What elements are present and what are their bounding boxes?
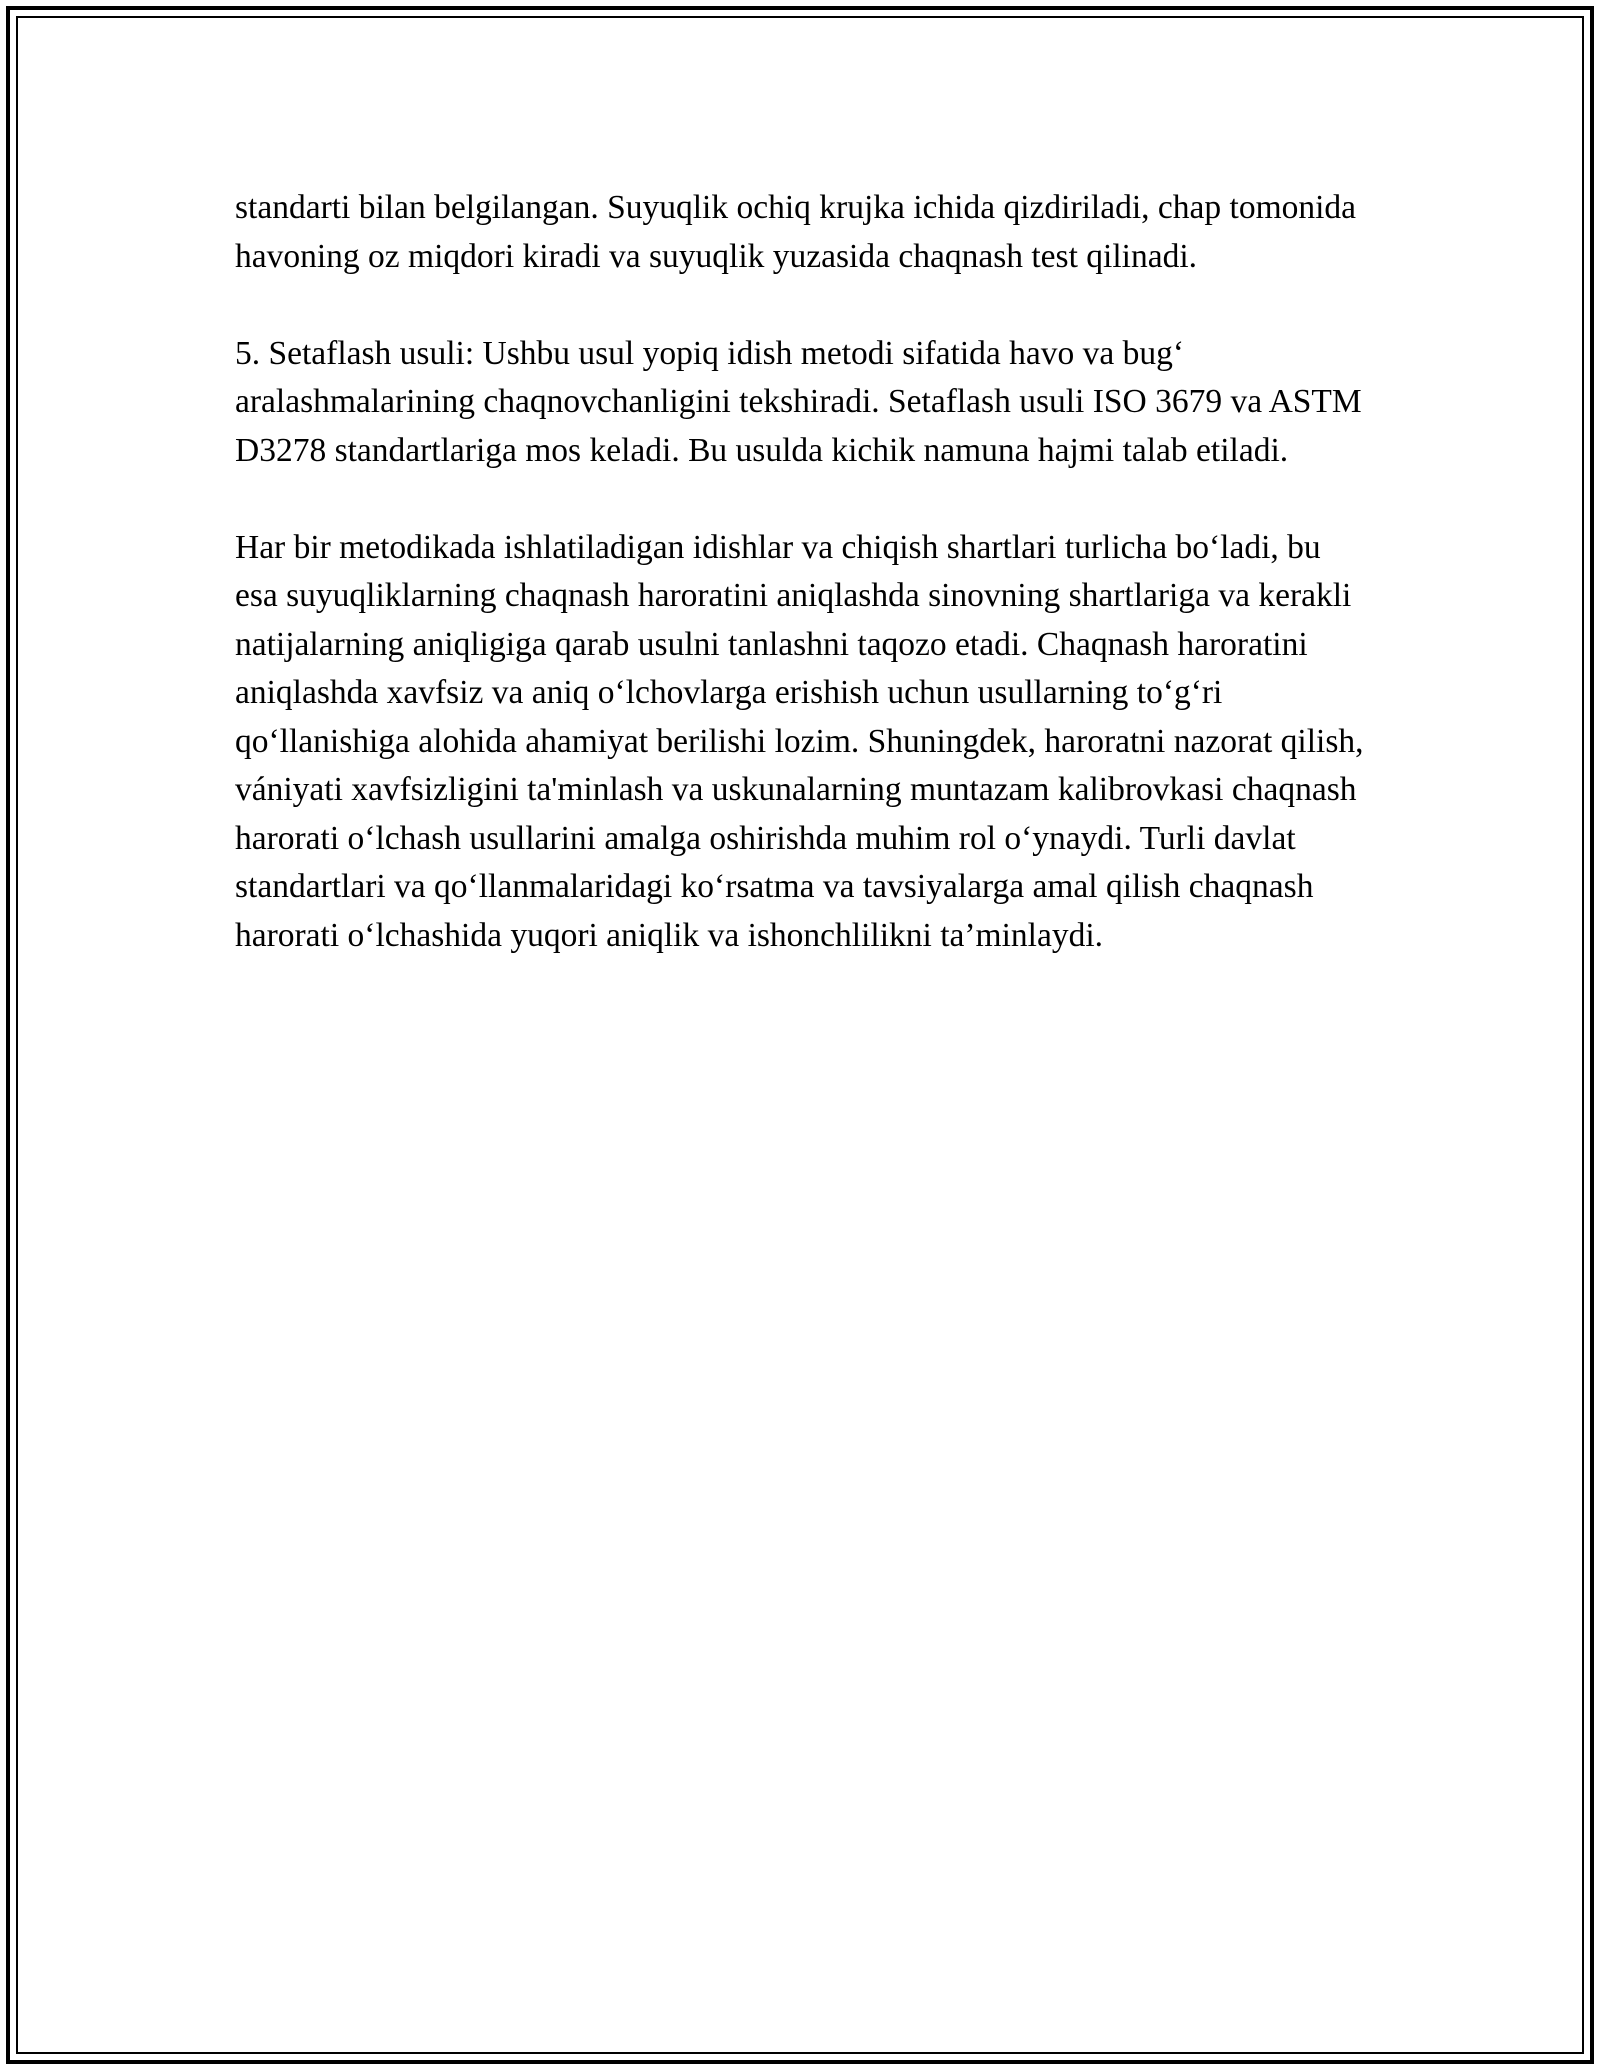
document-body (235, 184, 1370, 960)
paragraph-setaflash-method: 5. Setaflash usuli: Ushbu usul yopiq idish metodi sifatida havo va bug‘ aralashmalarining chaqnovchanligini tekshiradi. Setaflash usuli ISO 3679 va ASTM D3278 standartlariga mos keladi. Bu usulda kichik namuna hajmi talab etiladi. (235, 334, 1362, 469)
paragraph-open-cup-continuation: standarti bilan belgilangan. Suyuqlik ochiq krujka ichida qizdiriladi, chap tomonida havoning oz miqdori kiradi va suyuqlik yuzasida chaqnash test qilinadi. (235, 189, 1357, 275)
paragraph-methods-summary: Har bir metodikada ishlatiladigan idishlar va chiqish shartlari turlicha bo‘ladi, bu esa suyuqliklarning chaqnash haroratini aniqlashda sinovning shartlariga va kerakli natijalarning aniqligiga qarab usulni tanlashni taqozo etadi. Chaqnash haroratini aniqlashda xavfsiz va aniq o‘lchovlarga erishish uchun usullarning to‘g‘ri qo‘llanishiga alohida ahamiyat berilishi lozim. Shuningdek, haroratni nazorat qilish, vániyati xavfsizligini ta'minlash va uskunalarning muntazam kalibrovkasi chaqnash harorati o‘lchash usullarini amalga oshirishda muhim rol o‘ynaydi. Turli davlat standartlari va qo‘llanmalaridagi ko‘rsatma va tavsiyalarga amal qilish chaqnash harorati o‘lchashida yuqori aniqlik va ishonchlilikni ta’minlaydi. (235, 528, 1364, 954)
